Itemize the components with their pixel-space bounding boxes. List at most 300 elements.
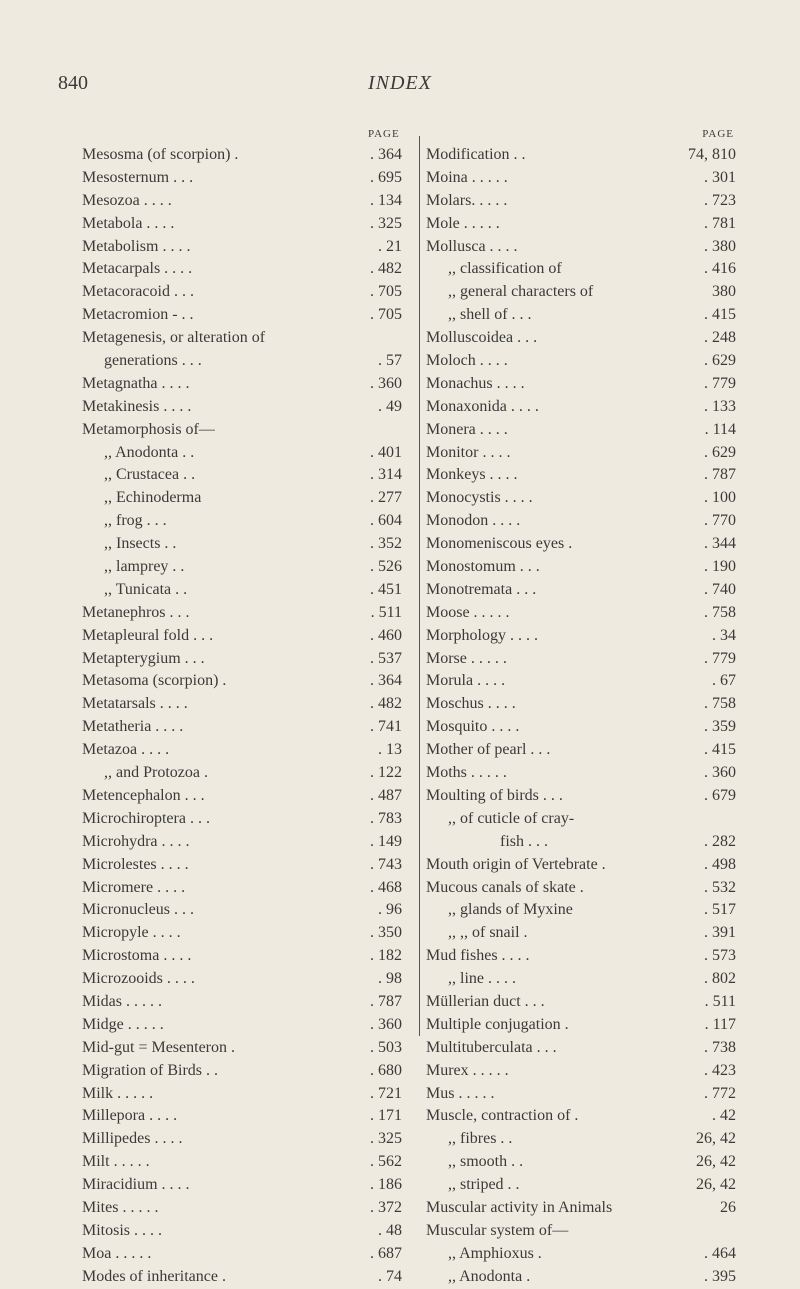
index-entry <box>426 144 736 167</box>
index-page-ref: . 57 <box>378 352 402 370</box>
index-page-ref: . 100 <box>704 489 736 507</box>
index-term: Monachus . . . . <box>426 374 525 392</box>
index-entry <box>82 1128 410 1151</box>
index-term: Microstoma . . . . <box>82 947 192 965</box>
index-term: Mouth origin of Vertebrate . <box>426 855 606 873</box>
index-page-ref: . 423 <box>704 1061 736 1079</box>
index-entry <box>82 831 410 854</box>
index-page-ref: . 758 <box>704 603 736 621</box>
index-page-ref: . 360 <box>370 1015 402 1033</box>
index-term: Monotremata . . . <box>426 580 537 598</box>
index-page-ref: . 687 <box>370 1244 402 1262</box>
index-page-ref: . 680 <box>370 1061 402 1079</box>
index-page-ref: 26 <box>720 1198 736 1216</box>
index-page-ref: . 511 <box>704 992 736 1010</box>
index-page-ref: 26, 42 <box>696 1153 736 1171</box>
index-page-ref: . 21 <box>378 237 402 255</box>
running-head: INDEX <box>368 72 432 94</box>
index-page-ref: . 741 <box>370 718 402 736</box>
index-page-ref: . 562 <box>370 1153 402 1171</box>
index-page-ref: . 352 <box>370 535 402 553</box>
index-page-ref: . 13 <box>378 741 402 759</box>
index-page-ref: . 372 <box>370 1198 402 1216</box>
index-term: Murex . . . . . <box>426 1061 509 1079</box>
index-entry <box>82 693 410 716</box>
index-page-ref: . 182 <box>370 947 402 965</box>
index-entry <box>426 396 736 419</box>
index-entry <box>82 144 410 167</box>
index-entry <box>426 716 736 739</box>
index-term: Moulting of birds . . . <box>426 786 563 804</box>
index-entry <box>426 1014 736 1037</box>
index-term: Milk . . . . . <box>82 1084 154 1102</box>
index-entry <box>426 625 736 648</box>
index-page-ref: . 395 <box>704 1267 736 1285</box>
index-entry <box>82 1220 410 1243</box>
index-page-ref: . 779 <box>704 374 736 392</box>
index-page-ref: . 781 <box>704 214 736 232</box>
index-entry <box>82 464 410 487</box>
index-entry <box>82 762 410 785</box>
index-term: ,, Anodonta . <box>448 1267 531 1285</box>
index-page-ref: . 171 <box>370 1107 402 1125</box>
index-term: ,, and Protozoa . <box>104 764 208 782</box>
index-entry <box>426 922 736 945</box>
index-page-ref: . 401 <box>370 443 402 461</box>
index-entry <box>82 808 410 831</box>
index-entry <box>82 510 410 533</box>
index-term: Midge . . . . . <box>82 1015 164 1033</box>
index-term: Mole . . . . . <box>426 214 500 232</box>
index-term: Mesosma (of scorpion) . <box>82 146 239 163</box>
index-page-ref: . 391 <box>704 924 736 942</box>
index-page-ref: . 415 <box>704 306 736 324</box>
index-entry <box>426 739 736 762</box>
index-term: Millipedes . . . . <box>82 1130 183 1148</box>
index-page-ref: . 134 <box>370 191 402 209</box>
index-term: Metamorphosis of— <box>82 420 215 438</box>
index-entry <box>426 258 736 281</box>
index-entry <box>82 236 410 259</box>
index-term: generations . . . <box>104 352 202 370</box>
index-page-ref: . 34 <box>712 626 736 644</box>
index-term: Metacoracoid . . . <box>82 283 194 301</box>
index-entry <box>426 648 736 671</box>
index-page-ref: . 186 <box>370 1176 402 1194</box>
index-entry <box>426 510 736 533</box>
index-page-ref: . 743 <box>370 855 402 873</box>
index-term: Metabolism . . . . <box>82 237 191 255</box>
index-entry <box>426 1128 736 1151</box>
index-page-ref: . 779 <box>704 649 736 667</box>
index-entry <box>426 464 736 487</box>
index-entry <box>426 327 736 350</box>
index-page-ref: . 451 <box>370 580 402 598</box>
index-page-ref: . 758 <box>704 695 736 713</box>
index-entry <box>82 1174 410 1197</box>
index-page-ref: 26, 42 <box>696 1130 736 1148</box>
index-term: ,, Amphioxus . <box>448 1244 542 1262</box>
left-entries <box>82 144 410 1289</box>
index-term: Muscle, contraction of . <box>426 1107 579 1125</box>
index-page-ref: . 49 <box>378 397 402 415</box>
index-term: Monkeys . . . . <box>426 466 518 484</box>
index-page-ref: . 96 <box>378 901 402 919</box>
index-term: Moloch . . . . <box>426 352 508 370</box>
index-page-ref: . 360 <box>704 764 736 782</box>
index-term: Microzooids . . . . <box>82 970 195 988</box>
index-page-ref: . 415 <box>704 741 736 759</box>
index-entry <box>426 167 736 190</box>
index-term: Multituberculata . . . <box>426 1038 557 1056</box>
index-page-ref: . 74 <box>378 1267 402 1285</box>
index-page-ref: . 573 <box>704 947 736 965</box>
index-entry <box>426 670 736 693</box>
index-entry <box>426 1197 736 1220</box>
index-page-ref: . 122 <box>370 764 402 782</box>
column-divider <box>419 136 420 1036</box>
index-term: Microhydra . . . . <box>82 832 190 850</box>
index-term: Mitosis . . . . <box>82 1221 163 1239</box>
index-page-ref: . 738 <box>704 1038 736 1056</box>
index-page-ref: . 705 <box>370 283 402 301</box>
index-entry <box>426 579 736 602</box>
index-term: Metacromion - . . <box>82 306 194 324</box>
index-entry <box>82 579 410 602</box>
index-page-ref: . 277 <box>370 489 402 507</box>
index-term: Modification . . <box>426 146 526 163</box>
index-term: Monera . . . . <box>426 420 508 438</box>
index-page-ref: . 787 <box>370 992 402 1010</box>
index-entry <box>426 991 736 1014</box>
index-entry <box>426 1151 736 1174</box>
index-page-ref: . 723 <box>704 191 736 209</box>
index-term: ,, Insects . . <box>104 535 177 553</box>
index-entry <box>82 213 410 236</box>
index-term: Moina . . . . . <box>426 168 508 186</box>
index-term: Multiple conjugation . <box>426 1015 569 1033</box>
index-page-ref: . 511 <box>370 603 402 621</box>
index-term: Moose . . . . . <box>426 603 510 621</box>
index-entry <box>426 419 736 442</box>
index-entry <box>82 419 410 442</box>
index-term: ,, ,, of snail . <box>448 924 528 942</box>
index-entry <box>82 899 410 922</box>
index-term: Metencephalon . . . <box>82 786 205 804</box>
right-column-header: PAGE <box>702 128 734 140</box>
index-entry <box>82 945 410 968</box>
index-term: Millepora . . . . <box>82 1107 178 1125</box>
index-term: Mollusca . . . . <box>426 237 518 255</box>
index-entry <box>82 1014 410 1037</box>
index-entry <box>82 1266 410 1289</box>
index-entry <box>426 373 736 396</box>
index-entry <box>426 1174 736 1197</box>
index-page-ref: . 487 <box>370 786 402 804</box>
index-entry <box>426 831 736 854</box>
index-page-ref: . 679 <box>704 786 736 804</box>
index-term: Müllerian duct . . . <box>426 992 545 1010</box>
index-term: Metatarsals . . . . <box>82 695 188 713</box>
index-entry <box>82 167 410 190</box>
index-entry <box>426 281 736 304</box>
index-page-ref: . 787 <box>704 466 736 484</box>
index-entry <box>82 1083 410 1106</box>
index-term: ,, frog . . . <box>104 512 167 530</box>
index-page-ref: . 705 <box>370 306 402 324</box>
index-entry <box>426 1083 736 1106</box>
index-page-ref: . 325 <box>370 214 402 232</box>
left-column-header: PAGE <box>368 128 400 140</box>
index-term: Metabola . . . . <box>82 214 175 232</box>
index-page-ref: . 503 <box>370 1038 402 1056</box>
index-term: ,, Crustacea . . <box>104 466 196 484</box>
index-page-ref: . 301 <box>704 168 736 186</box>
index-term: Metakinesis . . . . <box>82 397 192 415</box>
index-page-ref: . 364 <box>370 146 402 163</box>
index-term: Mus . . . . . <box>426 1084 495 1102</box>
index-term: ,, striped . . <box>448 1176 520 1194</box>
index-page-ref: . 460 <box>370 626 402 644</box>
index-entry <box>82 487 410 510</box>
index-entry <box>82 670 410 693</box>
index-page-ref: . 416 <box>704 260 736 278</box>
index-entry <box>82 533 410 556</box>
index-entry <box>82 877 410 900</box>
index-term: Mosquito . . . . <box>426 718 520 736</box>
index-page-ref: . 629 <box>704 352 736 370</box>
index-term: Metagnatha . . . . <box>82 374 190 392</box>
index-term: Monomeniscous eyes . <box>426 535 573 553</box>
index-entry <box>82 442 410 465</box>
index-term: Mesosternum . . . <box>82 168 194 186</box>
index-entry <box>82 625 410 648</box>
index-entry <box>82 739 410 762</box>
index-page-ref: . 482 <box>370 695 402 713</box>
index-entry <box>426 1105 736 1128</box>
index-entry <box>82 258 410 281</box>
index-entry <box>82 281 410 304</box>
index-term: ,, classification of <box>448 260 562 278</box>
index-page-ref: . 517 <box>704 901 736 919</box>
index-term: Mucous canals of skate . <box>426 878 584 896</box>
index-entry <box>426 1220 736 1243</box>
index-term: Metapterygium . . . <box>82 649 205 667</box>
index-page-ref: . 802 <box>704 970 736 988</box>
index-term: Metatheria . . . . <box>82 718 184 736</box>
index-term: ,, Tunicata . . <box>104 580 188 598</box>
index-entry <box>426 877 736 900</box>
index-entry <box>82 190 410 213</box>
index-term: Modes of inheritance . <box>82 1267 226 1285</box>
index-page-ref: . 498 <box>704 855 736 873</box>
index-term: Micropyle . . . . <box>82 924 181 942</box>
index-entry <box>82 1037 410 1060</box>
index-page-ref: . 133 <box>704 397 736 415</box>
index-page-ref: 74, 810 <box>688 146 736 163</box>
index-entry <box>82 968 410 991</box>
index-entry <box>426 693 736 716</box>
index-page-ref: . 42 <box>712 1107 736 1125</box>
index-entry <box>426 785 736 808</box>
index-term: ,, lamprey . . <box>104 558 185 576</box>
index-page-ref: . 67 <box>712 672 736 690</box>
index-page-ref: . 190 <box>704 558 736 576</box>
index-entry <box>426 602 736 625</box>
index-term: Morse . . . . . <box>426 649 507 667</box>
index-entry <box>426 808 736 831</box>
index-entry <box>426 854 736 877</box>
index-page-ref: . 380 <box>704 237 736 255</box>
index-term: Monostomum . . . <box>426 558 540 576</box>
index-term: Metapleural fold . . . <box>82 626 214 644</box>
index-term: Metazoa . . . . <box>82 741 170 759</box>
index-term: Morphology . . . . <box>426 626 538 644</box>
index-term: ,, fibres . . <box>448 1130 513 1148</box>
index-term: Metagenesis, or alteration of <box>82 329 266 347</box>
index-page-ref: . 114 <box>704 420 736 438</box>
index-term: Mites . . . . . <box>82 1198 159 1216</box>
index-term: Microchiroptera . . . <box>82 809 210 827</box>
index-page-ref: . 783 <box>370 809 402 827</box>
index-page-ref: . 98 <box>378 970 402 988</box>
index-entry <box>82 854 410 877</box>
index-term: Molars. . . . . <box>426 191 508 209</box>
index-page-ref: . 359 <box>704 718 736 736</box>
index-page-ref: . 721 <box>370 1084 402 1102</box>
index-term: fish . . . <box>500 832 548 850</box>
index-page-ref: . 629 <box>704 443 736 461</box>
index-term: Migration of Birds . . <box>82 1061 218 1079</box>
index-term: Muscular activity in Animals <box>426 1198 613 1216</box>
index-term: ,, of cuticle of cray- <box>448 809 575 827</box>
index-term: Miracidium . . . . <box>82 1176 190 1194</box>
index-page-ref: . 344 <box>704 535 736 553</box>
index-page-ref: . 604 <box>370 512 402 530</box>
index-term: ,, Anodonta . . <box>104 443 195 461</box>
index-entry <box>426 762 736 785</box>
index-page-ref: . 314 <box>370 466 402 484</box>
page-number: 840 <box>58 72 88 94</box>
index-page-ref: . 464 <box>704 1244 736 1262</box>
index-page-ref: . 48 <box>378 1221 402 1239</box>
index-term: ,, shell of . . . <box>448 306 532 324</box>
index-entry <box>82 991 410 1014</box>
index-entry <box>82 922 410 945</box>
index-term: ,, Echinoderma <box>104 489 202 507</box>
index-page-ref: 26, 42 <box>696 1176 736 1194</box>
index-entry <box>82 1243 410 1266</box>
index-term: Microlestes . . . . <box>82 855 189 873</box>
index-term: Monitor . . . . <box>426 443 511 461</box>
index-page-ref: . 325 <box>370 1130 402 1148</box>
index-entry <box>82 1197 410 1220</box>
index-entry <box>426 556 736 579</box>
index-entry <box>426 236 736 259</box>
index-entry <box>82 1151 410 1174</box>
index-page-ref: . 532 <box>704 878 736 896</box>
index-entry <box>426 533 736 556</box>
index-page-ref: . 482 <box>370 260 402 278</box>
index-entry <box>82 716 410 739</box>
index-term: Mesozoa . . . . <box>82 191 172 209</box>
right-entries <box>426 144 736 1289</box>
index-page-ref: . 117 <box>704 1015 736 1033</box>
index-page-ref: . 740 <box>704 580 736 598</box>
index-term: Moschus . . . . <box>426 695 516 713</box>
index-term: Monocystis . . . . <box>426 489 533 507</box>
index-entry <box>426 899 736 922</box>
index-entry <box>82 1105 410 1128</box>
index-entry <box>426 304 736 327</box>
index-term: Moths . . . . . <box>426 764 507 782</box>
index-term: Monodon . . . . <box>426 512 521 530</box>
index-entry <box>426 968 736 991</box>
index-page-ref: . 149 <box>370 832 402 850</box>
index-entry <box>82 785 410 808</box>
index-page-ref: . 282 <box>704 832 736 850</box>
index-entry <box>82 602 410 625</box>
index-term: Mid-gut = Mesenteron . <box>82 1038 235 1056</box>
index-entry <box>426 1243 736 1266</box>
index-entry <box>426 213 736 236</box>
index-term: Micromere . . . . <box>82 878 186 896</box>
index-term: Muscular system of— <box>426 1221 569 1239</box>
index-term: ,, line . . . . <box>448 970 516 988</box>
index-entry <box>82 648 410 671</box>
index-page-ref: . 350 <box>370 924 402 942</box>
index-page-ref: . 772 <box>704 1084 736 1102</box>
index-term: Mud fishes . . . . <box>426 947 530 965</box>
index-page-ref: . 364 <box>370 672 402 690</box>
index-term: Monaxonida . . . . <box>426 397 539 415</box>
index-entry <box>82 556 410 579</box>
index-entry <box>426 190 736 213</box>
index-term: Moa . . . . . <box>82 1244 152 1262</box>
index-page-ref: . 537 <box>370 649 402 667</box>
index-entry <box>426 487 736 510</box>
index-term: ,, general characters of <box>448 283 594 301</box>
index-entry <box>82 396 410 419</box>
index-entry <box>426 442 736 465</box>
index-entry <box>426 1060 736 1083</box>
index-entry <box>82 350 410 373</box>
index-term: ,, glands of Myxine <box>448 901 573 919</box>
index-page-ref: . 695 <box>370 168 402 186</box>
index-page-ref: . 360 <box>370 374 402 392</box>
index-term: ,, smooth . . <box>448 1153 524 1171</box>
index-term: Metacarpals . . . . <box>82 260 193 278</box>
index-term: Midas . . . . . <box>82 992 162 1010</box>
index-term: Milt . . . . . <box>82 1153 150 1171</box>
index-term: Molluscoidea . . . <box>426 329 538 347</box>
index-term: Metanephros . . . <box>82 603 190 621</box>
index-entry <box>82 304 410 327</box>
index-entry <box>426 945 736 968</box>
index-entry <box>426 350 736 373</box>
index-entry <box>82 373 410 396</box>
index-entry <box>426 1037 736 1060</box>
index-term: Mother of pearl . . . <box>426 741 551 759</box>
index-entry <box>426 1266 736 1289</box>
index-entry <box>82 1060 410 1083</box>
index-term: Morula . . . . <box>426 672 506 690</box>
index-page-ref: . 468 <box>370 878 402 896</box>
index-entry <box>82 327 410 350</box>
index-page-ref: . 248 <box>704 329 736 347</box>
index-page-ref: . 526 <box>370 558 402 576</box>
index-page-ref: 380 <box>712 283 736 301</box>
